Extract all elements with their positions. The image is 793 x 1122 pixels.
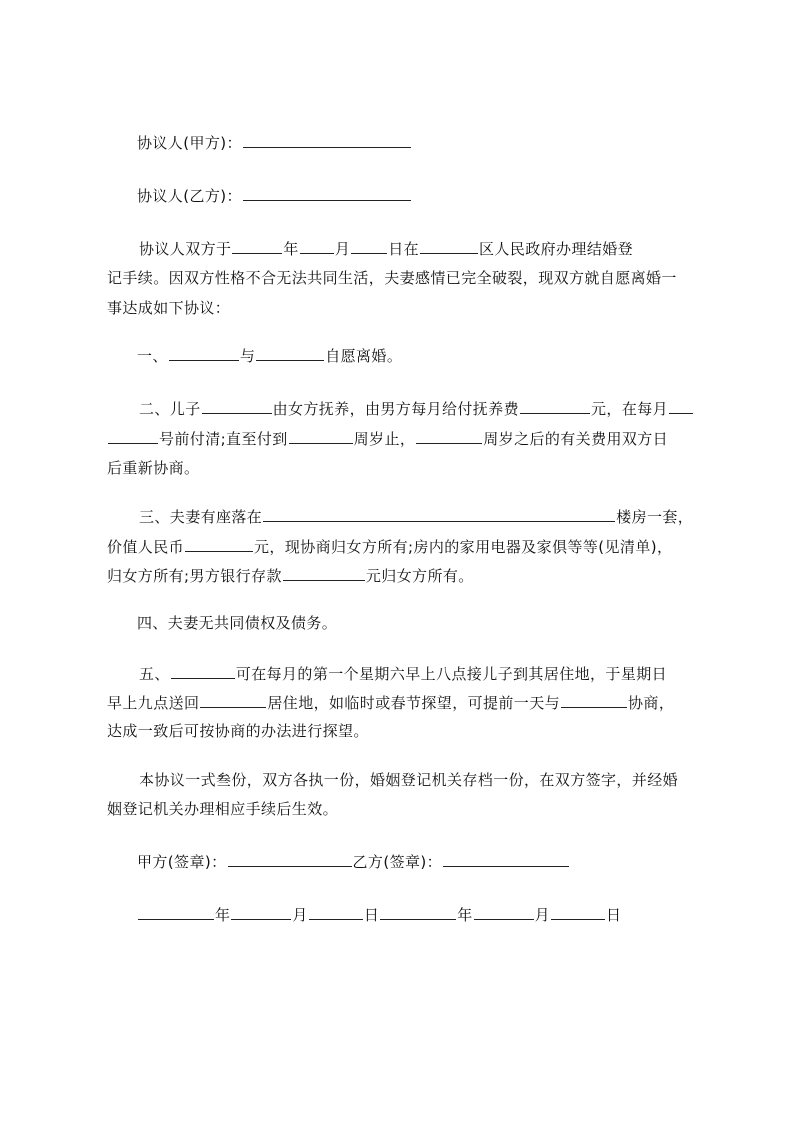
clause-2-text-4: 周岁止， xyxy=(353,430,416,448)
pay-day-blank-b[interactable] xyxy=(108,427,158,444)
son-name-blank[interactable] xyxy=(202,397,272,414)
consult-party-blank[interactable] xyxy=(561,691,627,708)
party-b-signature-blank[interactable] xyxy=(443,850,569,867)
party-b-name-blank[interactable] xyxy=(243,184,411,201)
clause-5-line-1 xyxy=(139,662,667,685)
district-blank[interactable] xyxy=(420,237,478,254)
date-year-label-b: 年 xyxy=(457,906,473,924)
date-line xyxy=(137,903,621,926)
clause-5-number: 五、 xyxy=(139,665,170,683)
marriage-day-blank[interactable] xyxy=(351,237,387,254)
clause-5-line-2 xyxy=(107,691,674,714)
until-age-blank[interactable] xyxy=(289,427,353,444)
clause-1-party-b-blank[interactable] xyxy=(256,344,324,361)
marriage-year-blank[interactable] xyxy=(232,237,282,254)
clause-3-text-2: 价值人民币 xyxy=(107,538,185,556)
after-age-blank[interactable] xyxy=(416,427,482,444)
clause-3-text-5: 元归女方所有。 xyxy=(365,567,474,585)
date-month-label-a: 月 xyxy=(292,906,308,924)
clause-5-text-4: 协商， xyxy=(628,694,675,712)
intro-text: 协议人双方于 xyxy=(139,240,232,258)
closing-line-1: 本协议一式叁份，双方各执一份，婚姻登记机关存档一份，在双方签字，并经婚 xyxy=(139,771,679,789)
party-b-signature-label: 乙方(签章)： xyxy=(352,853,443,871)
clause-1-and: 与 xyxy=(239,347,256,365)
party-a-label: 协议人(甲方)： xyxy=(137,134,242,152)
clause-3-line-1 xyxy=(139,505,693,528)
return-party-blank[interactable] xyxy=(200,691,266,708)
party-a-line xyxy=(137,131,412,154)
intro-line-3: 事达成如下协议： xyxy=(107,299,231,317)
clause-2-number: 二、儿子 xyxy=(139,400,201,418)
clause-2-text-3: 号前付清;直至付到 xyxy=(159,430,288,448)
visiting-party-blank[interactable] xyxy=(171,662,235,679)
date-day-label-a: 日 xyxy=(363,906,380,924)
clause-1 xyxy=(137,344,402,367)
clause-3-line-3 xyxy=(107,564,474,587)
party-b-line xyxy=(137,184,412,207)
party-a-month-blank[interactable] xyxy=(231,903,291,920)
signature-line xyxy=(137,850,570,873)
clause-1-party-a-blank[interactable] xyxy=(169,344,239,361)
clause-2-line-3: 后重新协商。 xyxy=(107,459,200,477)
intro-text-2: 区人民政府办理结婚登 xyxy=(479,240,634,258)
clause-3-text-4: 归女方所有;男方银行存款 xyxy=(107,567,282,585)
party-b-year-blank[interactable] xyxy=(380,903,456,920)
clause-1-number: 一、 xyxy=(137,347,168,365)
clause-5-text-2: 早上九点送回 xyxy=(107,694,200,712)
date-day-label-b: 日 xyxy=(606,906,622,924)
pay-day-blank-a[interactable] xyxy=(669,397,693,414)
closing-line-2: 姻登记机关办理相应手续后生效。 xyxy=(107,800,339,818)
bank-deposit-blank[interactable] xyxy=(283,564,365,581)
clause-4: 四、夫妻无共同债权及债务。 xyxy=(137,614,338,632)
clause-5-text-3: 居住地，如临时或春节探望，可提前一天与 xyxy=(267,694,561,712)
clause-2-line-1 xyxy=(139,397,694,420)
clause-2-text-5: 周岁之后的有关费用双方日 xyxy=(483,430,669,448)
party-a-year-blank[interactable] xyxy=(138,903,214,920)
year-label: 年 xyxy=(283,240,299,258)
clause-2-line-2 xyxy=(107,427,668,450)
clause-5-text-1: 可在每月的第一个星期六早上八点接儿子到其居住地，于星期日 xyxy=(235,665,668,683)
marriage-month-blank[interactable] xyxy=(300,237,334,254)
clause-3-line-2 xyxy=(107,535,672,558)
date-month-label-b: 月 xyxy=(534,906,551,924)
intro-line-1 xyxy=(139,237,633,260)
day-at-label: 日在 xyxy=(388,240,420,258)
clause-3-text-3: 元，现协商归女方所有;房内的家用电器及家俱等等(见清单)， xyxy=(254,538,673,556)
property-value-blank[interactable] xyxy=(185,535,253,552)
party-a-name-blank[interactable] xyxy=(243,131,411,148)
clause-5-line-3: 达成一致后可按协商的办法进行探望。 xyxy=(107,722,369,740)
party-b-day-blank[interactable] xyxy=(551,903,605,920)
property-location-blank[interactable] xyxy=(263,505,615,522)
clause-2-text-2: 元，在每月 xyxy=(591,400,669,418)
clause-1-text: 自愿离婚。 xyxy=(325,347,403,365)
clause-3-number: 三、夫妻有座落在 xyxy=(139,508,263,526)
date-year-label-a: 年 xyxy=(215,906,231,924)
party-b-month-blank[interactable] xyxy=(474,903,534,920)
party-a-signature-label: 甲方(签章)： xyxy=(137,853,227,871)
month-label: 月 xyxy=(334,240,351,258)
intro-line-2: 记手续。因双方性格不合无法共同生活，夫妻感情已完全破裂，现双方就自愿离婚一 xyxy=(107,269,677,287)
party-b-label: 协议人(乙方)： xyxy=(137,187,242,205)
party-a-signature-blank[interactable] xyxy=(228,850,352,867)
support-fee-blank[interactable] xyxy=(520,397,590,414)
clause-2-text-1: 由女方抚养，由男方每月给付抚养费 xyxy=(272,400,520,418)
clause-3-text-1: 楼房一套， xyxy=(616,508,694,526)
party-a-day-blank[interactable] xyxy=(309,903,363,920)
